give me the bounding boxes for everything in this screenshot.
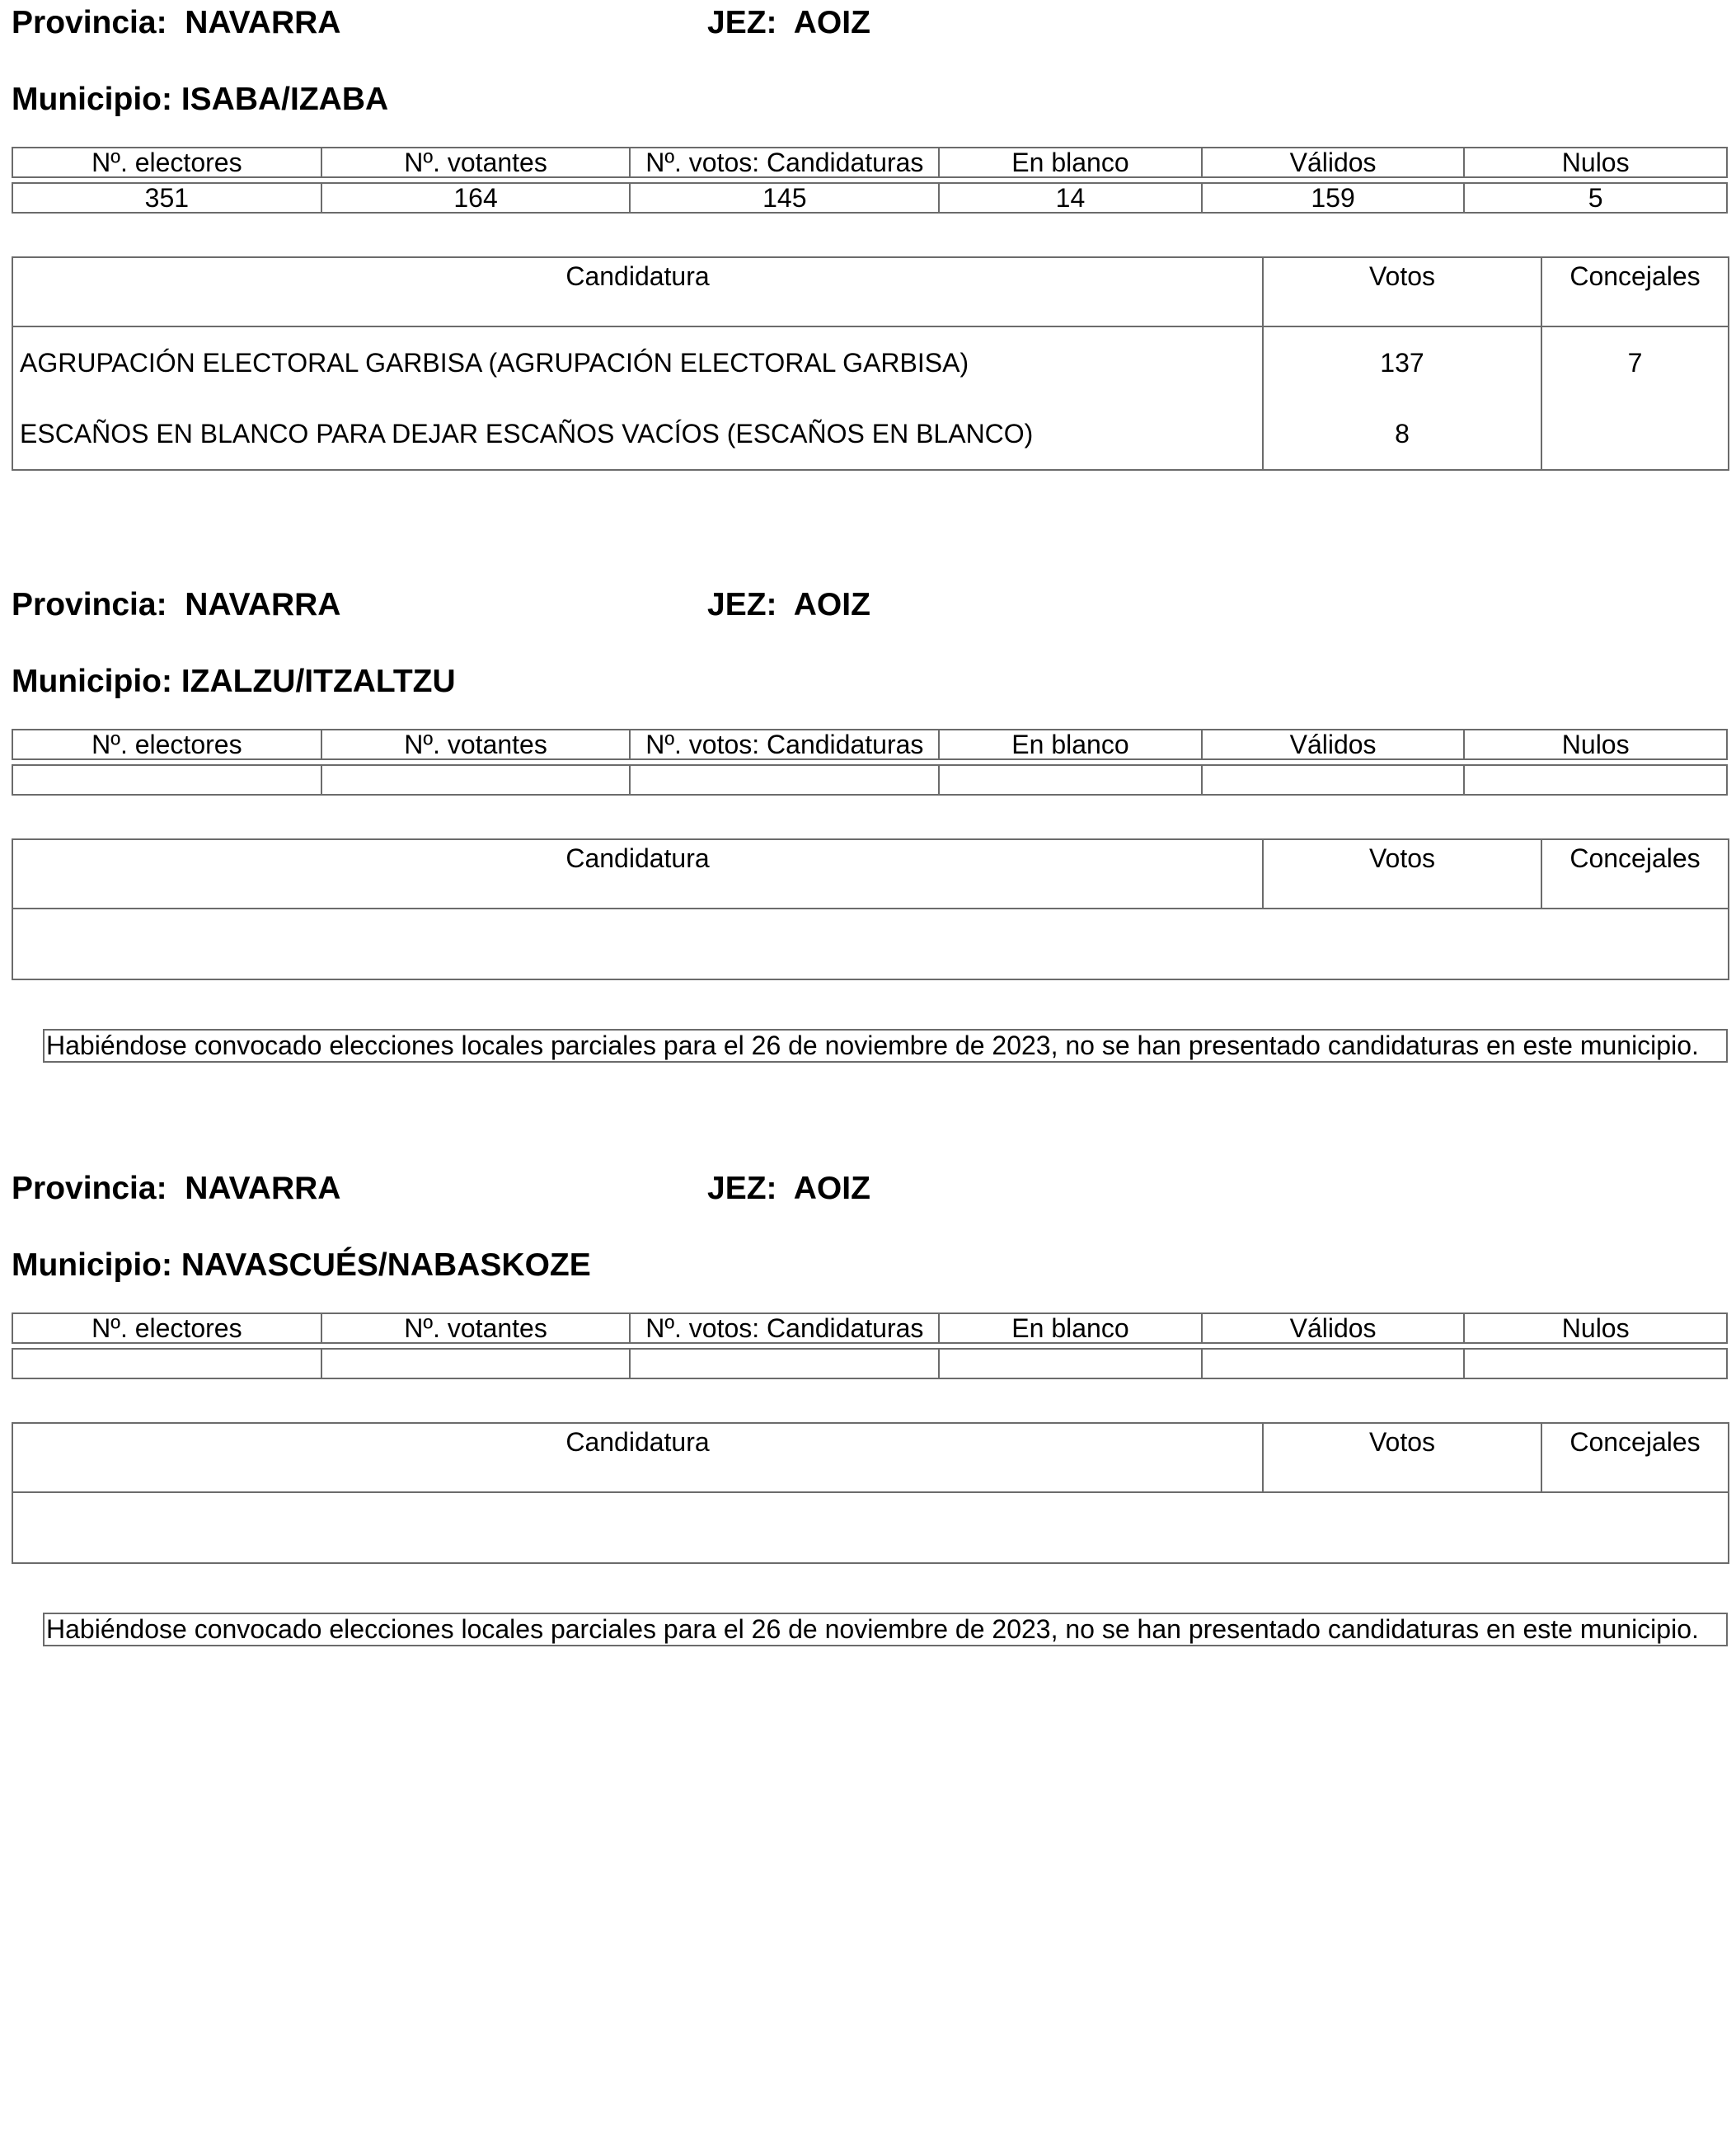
header-votos-candidaturas: Nº. votos: Candidaturas — [630, 148, 939, 177]
jez-label: JEZ: — [707, 5, 777, 40]
jez-value: AOIZ — [793, 587, 870, 622]
concejales-header: Concejales — [1541, 839, 1729, 909]
value-en-blanco: 14 — [939, 183, 1202, 213]
candidatura-row-name: AGRUPACIÓN ELECTORAL GARBISA (AGRUPACIÓN ELECTORAL GARBISA) — [20, 348, 969, 378]
municipality-value: IZALZU/ITZALTZU — [181, 664, 456, 699]
province-label: Provincia: — [12, 587, 167, 622]
jez-value: AOIZ — [793, 5, 870, 40]
candidatura-header: Candidatura — [12, 257, 1263, 326]
province-label: Provincia: — [12, 1171, 167, 1206]
value-nulos — [1464, 765, 1727, 795]
votos-values — [1263, 326, 1541, 470]
value-votos-candidaturas — [630, 765, 939, 795]
stats-values-table — [12, 1348, 1728, 1379]
header-en-blanco: En blanco — [939, 730, 1202, 759]
header-en-blanco: En blanco — [939, 1313, 1202, 1343]
value-votantes — [321, 1349, 631, 1378]
header-validos: Válidos — [1202, 1313, 1465, 1343]
candidatures-empty-body — [12, 1492, 1729, 1563]
concejales-header: Concejales — [1541, 1423, 1729, 1492]
stats-values-table — [12, 764, 1728, 796]
votos-header: Votos — [1263, 839, 1541, 909]
candidatura-row-concejales: 7 — [1627, 348, 1643, 378]
header-electores: Nº. electores — [12, 1313, 321, 1343]
jez-field — [707, 1171, 870, 1207]
municipality-heading — [12, 1247, 591, 1284]
header-votos-candidaturas: Nº. votos: Candidaturas — [630, 1313, 939, 1343]
candidatura-header: Candidatura — [12, 1423, 1263, 1492]
province-field — [12, 587, 340, 623]
province-line — [12, 1171, 1728, 1210]
province-field — [12, 1171, 340, 1207]
value-en-blanco — [939, 1349, 1202, 1378]
value-validos — [1202, 765, 1465, 795]
province-label: Provincia: — [12, 5, 167, 40]
value-electores — [12, 1349, 321, 1378]
province-line — [12, 5, 1728, 45]
candidatura-row-votos: 8 — [1395, 419, 1410, 448]
candidatura-names — [12, 326, 1263, 470]
province-value: NAVARRA — [185, 5, 341, 40]
municipality-heading — [12, 82, 388, 118]
municipality-label: Municipio: — [12, 664, 172, 699]
province-value: NAVARRA — [185, 1171, 341, 1206]
candidatura-row-votos: 137 — [1380, 348, 1424, 378]
concejales-values — [1541, 326, 1729, 470]
header-votantes: Nº. votantes — [321, 1313, 631, 1343]
value-electores — [12, 765, 321, 795]
header-votantes: Nº. votantes — [321, 730, 631, 759]
value-validos — [1202, 1349, 1465, 1378]
header-electores: Nº. electores — [12, 730, 321, 759]
header-validos: Válidos — [1202, 148, 1465, 177]
no-candidatures-note: Habiéndose convocado elecciones locales parciales para el 26 de noviembre de 2023, no se han presentado candidaturas en este municipio. — [43, 1029, 1728, 1063]
jez-field — [707, 5, 870, 41]
value-votantes: 164 — [321, 183, 631, 213]
votos-header: Votos — [1263, 1423, 1541, 1492]
candidatures-table — [12, 1422, 1729, 1564]
header-nulos: Nulos — [1464, 730, 1727, 759]
value-en-blanco — [939, 765, 1202, 795]
header-validos: Válidos — [1202, 730, 1465, 759]
candidatura-header: Candidatura — [12, 839, 1263, 909]
concejales-header: Concejales — [1541, 257, 1729, 326]
province-field — [12, 5, 340, 41]
header-nulos: Nulos — [1464, 148, 1727, 177]
candidatures-empty-body — [12, 909, 1729, 979]
header-electores: Nº. electores — [12, 148, 321, 177]
province-line — [12, 587, 1728, 627]
jez-label: JEZ: — [707, 587, 777, 622]
candidatura-row-name: ESCAÑOS EN BLANCO PARA DEJAR ESCAÑOS VACÍOS (ESCAÑOS EN BLANCO) — [20, 419, 1034, 448]
candidatures-table — [12, 838, 1729, 980]
header-votos-candidaturas: Nº. votos: Candidaturas — [630, 730, 939, 759]
municipality-value: ISABA/IZABA — [181, 82, 389, 117]
value-nulos — [1464, 1349, 1727, 1378]
no-candidatures-note: Habiéndose convocado elecciones locales parciales para el 26 de noviembre de 2023, no se han presentado candidaturas en este municipio. — [43, 1613, 1728, 1646]
header-en-blanco: En blanco — [939, 148, 1202, 177]
value-electores: 351 — [12, 183, 321, 213]
value-validos: 159 — [1202, 183, 1465, 213]
stats-header-table — [12, 1312, 1728, 1344]
header-votantes: Nº. votantes — [321, 148, 631, 177]
candidatura-row-concejales — [1542, 398, 1728, 469]
jez-value: AOIZ — [793, 1171, 870, 1206]
stats-header-table — [12, 147, 1728, 178]
candidatures-table — [12, 256, 1729, 471]
jez-label: JEZ: — [707, 1171, 777, 1206]
jez-field — [707, 587, 870, 623]
header-nulos: Nulos — [1464, 1313, 1727, 1343]
stats-values-table — [12, 182, 1728, 214]
province-value: NAVARRA — [185, 587, 341, 622]
municipality-label: Municipio: — [12, 1247, 172, 1283]
value-nulos: 5 — [1464, 183, 1727, 213]
value-votos-candidaturas — [630, 1349, 939, 1378]
value-votos-candidaturas: 145 — [630, 183, 939, 213]
stats-header-table — [12, 729, 1728, 760]
municipality-label: Municipio: — [12, 82, 172, 117]
value-votantes — [321, 765, 631, 795]
votos-header: Votos — [1263, 257, 1541, 326]
municipality-value: NAVASCUÉS/NABASKOZE — [181, 1247, 591, 1283]
municipality-heading — [12, 664, 456, 700]
